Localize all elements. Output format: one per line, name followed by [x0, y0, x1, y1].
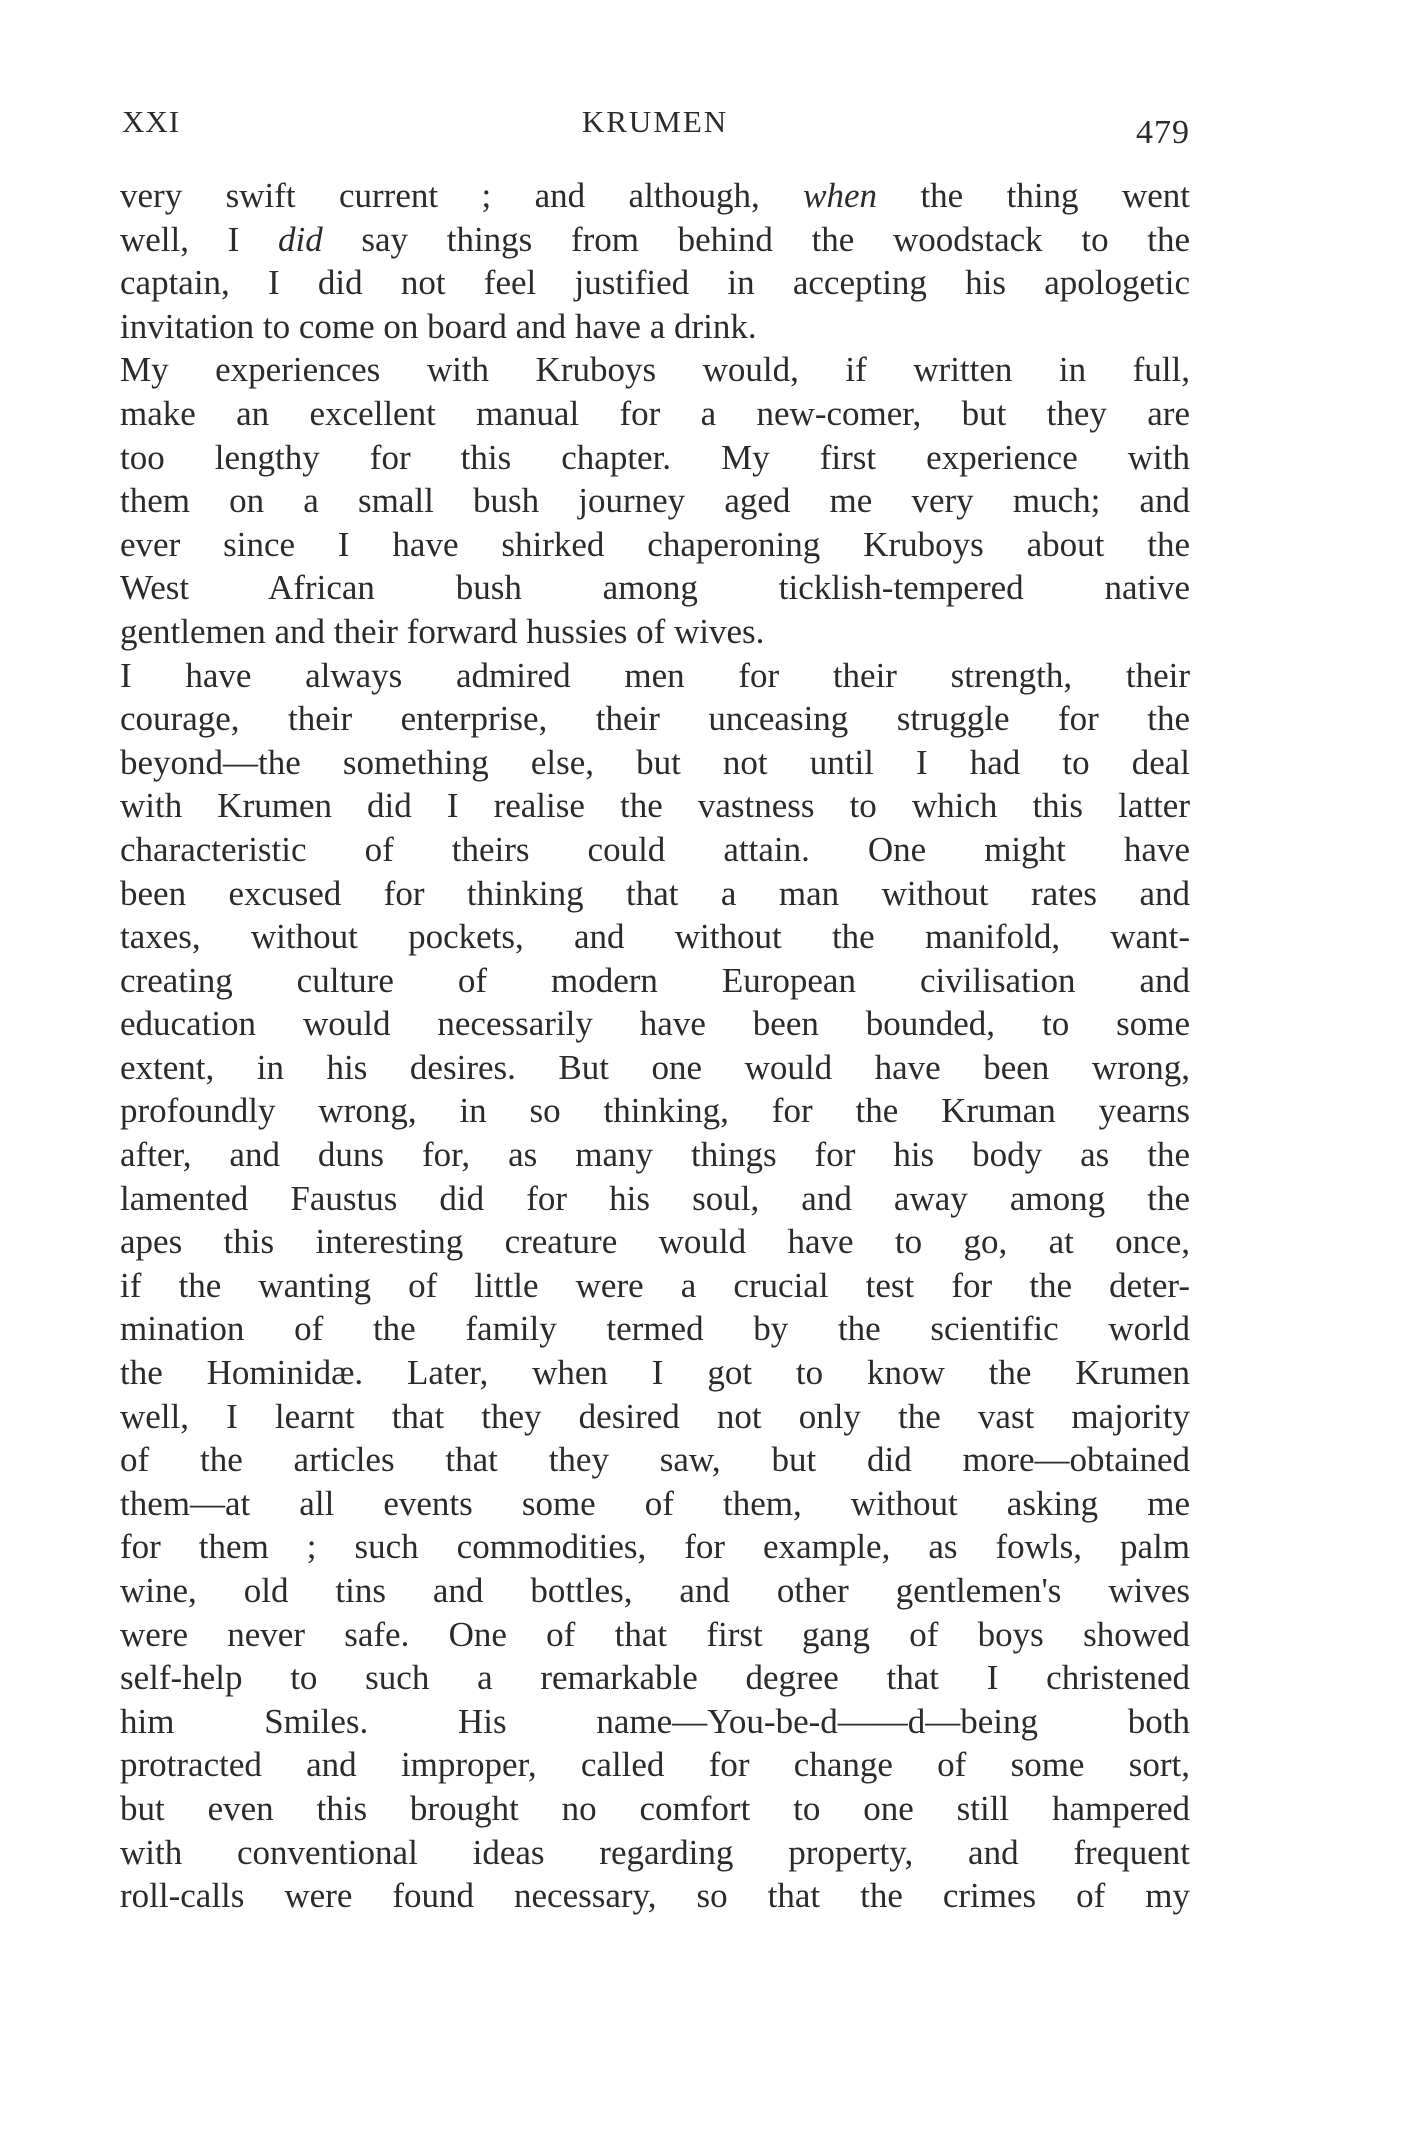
text-line: with conventional ideas regarding property, and frequent [120, 1832, 1190, 1872]
text-line: roll-calls were found necessary, so that the crimes of my [120, 1876, 1190, 1916]
chapter-title: KRUMEN [581, 104, 729, 139]
text-line: I have always admired men for their strength, their [120, 655, 1190, 695]
text-line: profoundly wrong, in so thinking, for the Kruman yearns [120, 1091, 1190, 1131]
text-line: extent, in his desires. But one would have been wrong, [120, 1047, 1190, 1087]
italic-word: did [278, 219, 323, 259]
running-head [120, 96, 1190, 156]
text-line: gentlemen and their forward hussies of wives. [120, 611, 765, 651]
text-line: protracted and improper, called for change of some sort, [120, 1745, 1190, 1785]
body-text [120, 174, 1190, 1918]
text-line: My experiences with Kruboys would, if written in full, [120, 350, 1190, 390]
text-line: education would necessarily have been bounded, to some [120, 1004, 1190, 1044]
text-line: captain, I did not feel justified in accepting his apologetic [120, 263, 1190, 303]
text-line: very swift current ; and although, when the thing went [120, 176, 1190, 215]
text-line: make an excellent manual for a new-comer, but they are [120, 393, 1190, 433]
text-line: well, I learnt that they desired not only the vast majority [120, 1396, 1190, 1436]
text-line: with Krumen did I realise the vastness to which this latter [120, 786, 1190, 826]
italic-word: when [803, 176, 878, 215]
text-line: been excused for thinking that a man without rates and [120, 873, 1190, 913]
text-line: the Hominidæ. Later, when I got to know the Krumen [120, 1353, 1190, 1393]
text-line: apes this interesting creature would have to go, at once, [120, 1222, 1190, 1262]
text-line: courage, their enterprise, their unceasing struggle for the [120, 699, 1190, 739]
text-line: creating culture of modern European civilisation and [120, 960, 1190, 1000]
chapter-number: XXI [122, 104, 181, 139]
text-line: were never safe. One of that first gang of boys showed [120, 1614, 1190, 1654]
text-line: well, I did say things from behind the woodstack to the [120, 219, 1190, 259]
text-line: taxes, without pockets, and without the manifold, want- [120, 917, 1190, 957]
text-line: West African bush among ticklish-tempered native [120, 568, 1190, 608]
text-line: after, and duns for, as many things for his body as the [120, 1135, 1190, 1175]
text-line: of the articles that they saw, but did more—obtained [120, 1440, 1190, 1480]
text-line: self-help to such a remarkable degree that I christened [120, 1658, 1190, 1698]
page-number: 479 [1136, 114, 1190, 151]
text-line: mination of the family termed by the scientific world [120, 1309, 1190, 1349]
text-line: invitation to come on board and have a drink. [120, 306, 757, 346]
text-line: too lengthy for this chapter. My first experience with [120, 437, 1190, 477]
text-line: for them ; such commodities, for example, as fowls, palm [120, 1527, 1190, 1567]
text-line: if the wanting of little were a crucial test for the deter- [120, 1265, 1190, 1305]
text-line: but even this brought no comfort to one still hampered [120, 1788, 1190, 1828]
text-line: wine, old tins and bottles, and other gentlemen's wives [120, 1571, 1190, 1610]
text-line: them on a small bush journey aged me very much; and [120, 481, 1190, 521]
text-line: lamented Faustus did for his soul, and away among the [120, 1178, 1190, 1218]
text-line: characteristic of theirs could attain. One might have [120, 829, 1190, 869]
text-line: ever since I have shirked chaperoning Kruboys about the [120, 524, 1190, 564]
text-line: him Smiles. His name—You-be-d——d—being both [120, 1701, 1190, 1741]
text-line: them—at all events some of them, without asking me [120, 1483, 1190, 1523]
text-line: beyond—the something else, but not until I had to deal [120, 742, 1190, 782]
